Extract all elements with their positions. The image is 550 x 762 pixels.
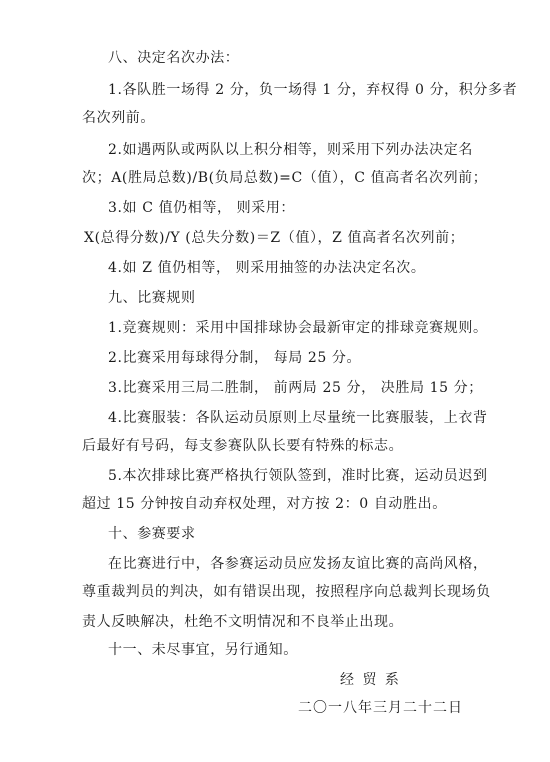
section-8-rule-2-line-1: 2.如遇两队或两队以上积分相等，则采用下列办法决定名	[108, 142, 473, 158]
section-8-rule-3-line-1: 3.如 C 值仍相等， 则采用：	[108, 200, 296, 216]
section-8-heading: 八、决定名次办法：	[108, 50, 240, 66]
section-10-para-line-3: 责人反映解决，杜绝不文明情况和不良举止出现。	[82, 614, 404, 630]
section-10-heading: 十、参赛要求	[108, 526, 196, 542]
section-8-rule-2-line-2: 次；A(胜局总数)/B(负局总数)=C（值），C 值高者名次列前；	[82, 170, 488, 186]
section-10-para-line-1: 在比赛进行中，各参赛运动员应发扬友谊比赛的高尚风格，	[108, 556, 488, 572]
section-9-rule-3: 3.比赛采用三局二胜制， 前两局 25 分， 决胜局 15 分；	[108, 380, 483, 396]
section-9-rule-1: 1.竞赛规则：采用中国排球协会最新审定的排球竞赛规则。	[108, 320, 488, 336]
section-8-rule-3-line-2: X(总得分数)/Y (总失分数)＝Z（值），Z 值高者名次列前；	[84, 230, 465, 246]
section-9-rule-5-line-1: 5.本次排球比赛严格执行领队签到，准时比赛，运动员迟到	[108, 468, 488, 484]
section-9-rule-2: 2.比赛采用每球得分制， 每局 25 分。	[108, 350, 362, 366]
section-9-heading: 九、比赛规则	[108, 290, 196, 306]
signature-date: 二〇一八年三月二十二日	[298, 700, 463, 716]
section-8-rule-1-line-1: 1.各队胜一场得 2 分，负一场得 1 分，弃权得 0 分，积分多者	[108, 82, 518, 98]
section-8-rule-1-line-2: 名次列前。	[82, 110, 155, 126]
section-11-heading: 十一、未尽事宜，另行通知。	[108, 642, 298, 658]
section-9-rule-4-line-1: 4.比赛服装：各队运动员原则上尽量统一比赛服装，上衣背	[108, 410, 488, 426]
signature-department: 经 贸 系	[340, 672, 401, 688]
section-8-rule-4: 4.如 Z 值仍相等， 则采用抽签的办法决定名次。	[108, 260, 426, 276]
section-10-para-line-2: 尊重裁判员的判决，如有错误出现，按照程序向总裁判长现场负	[82, 584, 491, 600]
section-9-rule-5-line-2: 超过 15 分钟按自动弃权处理，对方按 2：0 自动胜出。	[82, 496, 447, 512]
section-9-rule-4-line-2: 后最好有号码，每支参赛队队长要有特殊的标志。	[82, 438, 404, 454]
